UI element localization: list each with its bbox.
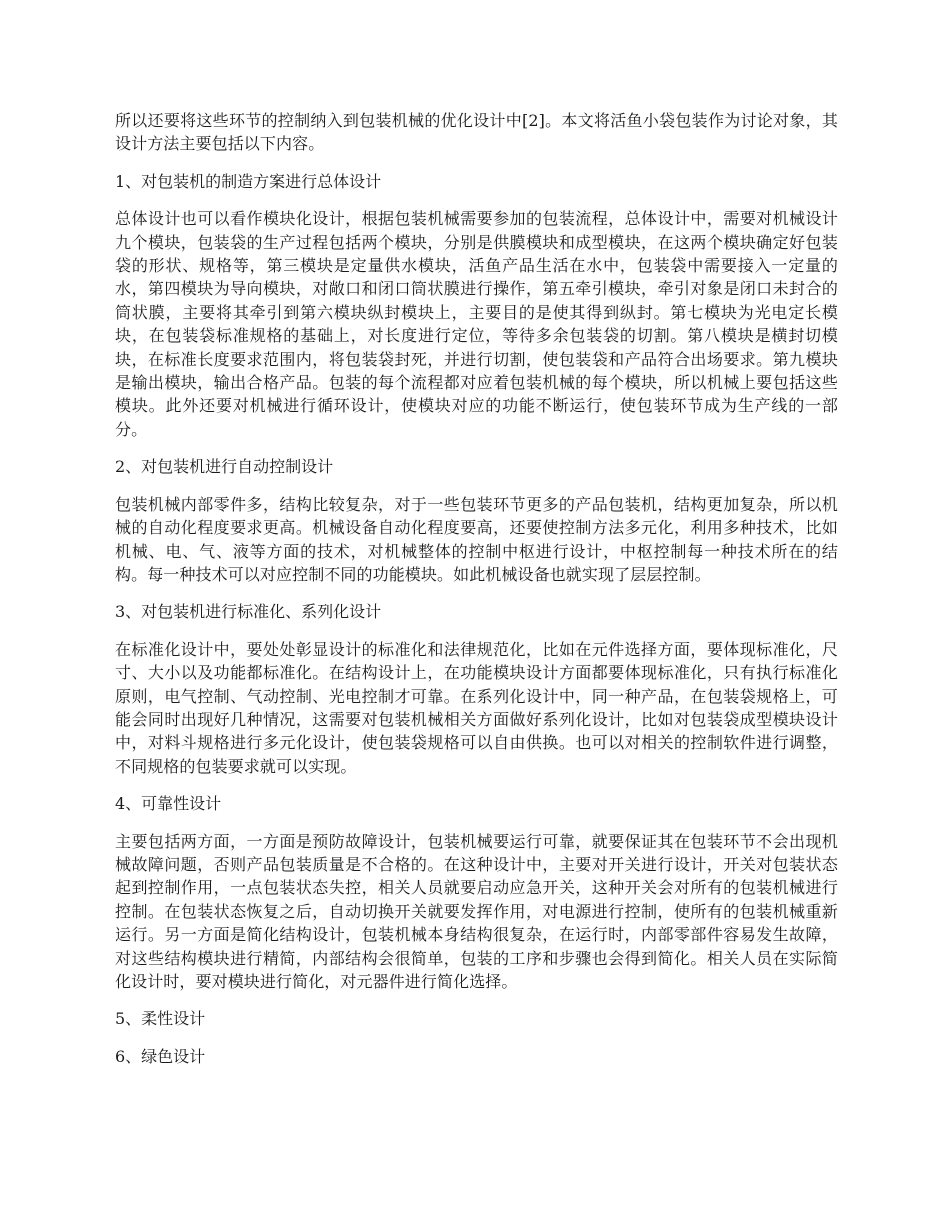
section-heading-2: 2、对包装机进行自动控制设计: [115, 457, 334, 477]
section-heading-5: 5、柔性设计: [115, 1009, 206, 1029]
paragraph-section-1: 总体设计也可以看作模块化设计，根据包装机械需要参加的包装流程，总体设计中，需要对机械设计九个模块，包装袋的生产过程包括两个模块，分别是供膜模块和成型模块，在这两个模块确定好包装袋的形状、规格等，第三模块是定量供水模块，活鱼产品生活在水中，包装袋中需要接入一定量的水，第四模块为导向模块，对敞口和闭口筒状膜进行操作，第五牵引模块，牵引对象是闭口未封合的筒状膜，主要将其牵引到第六模块纵封模块上，主要目的是使其得到纵封。第七模块为光电定长模块，在包装袋标准规格的基础上，对长度进行定位，等待多余包装袋的切割。第八模块是横封切模块，在标准长度要求范围内，将包装袋封死，并进行切割，使包装袋和产品符合出场要求。第九模块是输出模块，输出合格产品。包装的每个流程都对应着包装机械的每个模块，所以机械上要包括这些模块。此外还要对机械进行循环设计，使模块对应的功能不断运行，使包装环节成为生产线的一部分。: [115, 209, 838, 439]
paragraph-section-3: 在标准化设计中，要处处彰显设计的标准化和法律规范化，比如在元件选择方面，要体现标准化，尺寸、大小以及功能都标准化。在结构设计上，在功能模块设计方面都要体现标准化，只有执行标准化原则，电气控制、气动控制、光电控制才可靠。在系列化设计中，同一种产品，在包装袋规格上，可能会同时出现好几种情况，这需要对包装机械相关方面做好系列化设计，比如对包装袋成型模块设计中，对料斗规格进行多元化设计，使包装袋规格可以自由供换。也可以对相关的控制软件进行调整，不同规格的包装要求就可以实现。: [115, 639, 838, 776]
paragraph-section-4: 主要包括两方面，一方面是预防故障设计，包装机械要运行可靠，就要保证其在包装环节不会出现机械故障问题，否则产品包装质量是不合格的。在这种设计中，主要对开关进行设计，开关对包装状态起到控制作用，一点包装状态失控，相关人员就要启动应急开关，这种开关会对所有的包装机械进行控制。在包装状态恢复之后，自动切换开关就要发挥作用，对电源进行控制，使所有的包装机械重新运行。另一方面是简化结构设计，包装机械本身结构很复杂，在运行时，内部零部件容易发生故障，对这些结构模块进行精简，内部结构会很简单，包装的工序和步骤也会得到简化。相关人员在实际简化设计时，要对模块进行简化，对元器件进行简化选择。: [115, 831, 838, 991]
section-heading-1: 1、对包装机的制造方案进行总体设计: [115, 171, 382, 191]
section-heading-3: 3、对包装机进行标准化、系列化设计: [115, 602, 382, 622]
paragraph-section-2: 包装机械内部零件多，结构比较复杂，对于一些包装环节更多的产品包装机，结构更加复杂，所以机械的自动化程度要求更高。机械设备自动化程度要高，还要使控制方法多元化，利用多种技术，比如机械、电、气、液等方面的技术，对机械整体的控制中枢进行设计，中枢控制每一种技术所在的结构。每一种技术可以对应控制不同的功能模块。如此机械设备也就实现了层层控制。: [115, 494, 838, 584]
paragraph-intro: 所以还要将这些环节的控制纳入到包装机械的优化设计中[2]。本文将活鱼小袋包装作为讨论对象，其设计方法主要包括以下内容。: [115, 111, 838, 154]
section-heading-4: 4、可靠性设计: [115, 794, 222, 814]
section-heading-6: 6、绿色设计: [115, 1046, 206, 1066]
